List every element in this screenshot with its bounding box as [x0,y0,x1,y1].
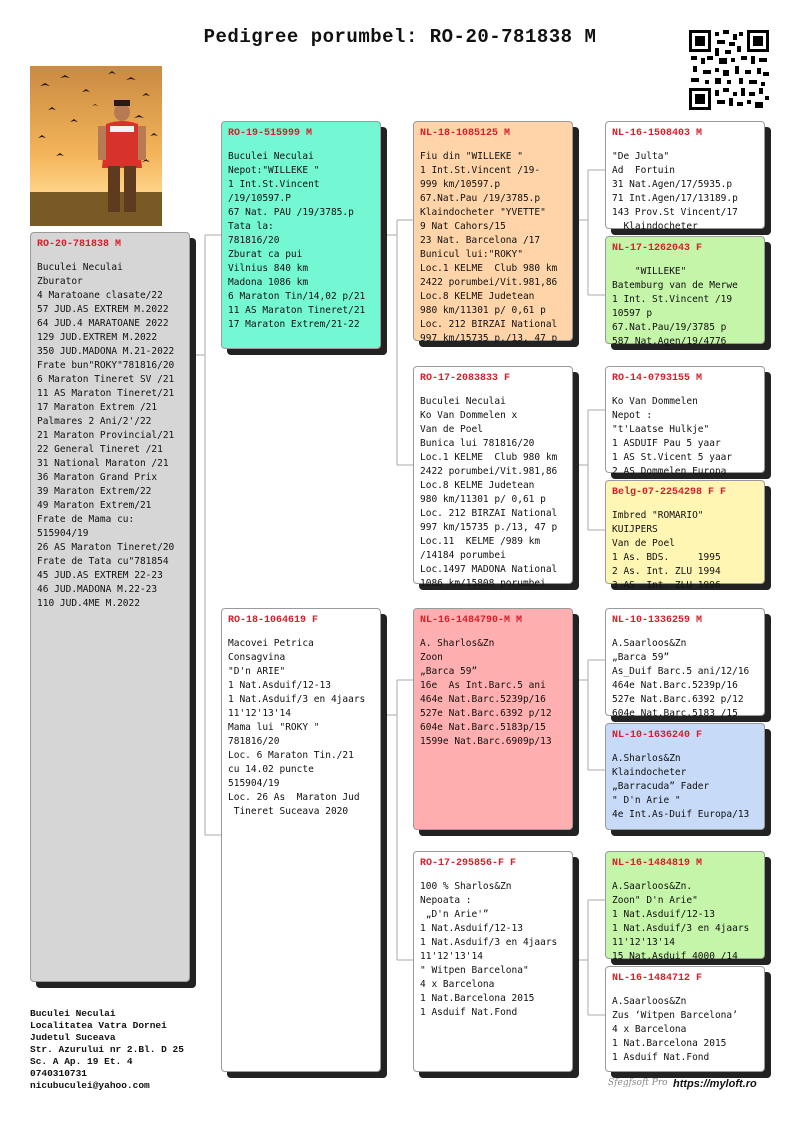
card-line: 1 Nat.Asduif/12-13 [420,923,523,934]
card-line: Frate bun"ROKY"781816/20 [37,360,175,371]
ring-id: NL-10-1636240 F [612,730,703,741]
card-line: 6 Maraton Tin/14,02 p/21 [228,291,366,302]
card-line: 10597 p [612,308,653,319]
card-line: As_Duif Barc.5 ani/12/16 [612,666,750,677]
card-line: „Barracuda” Fader [612,781,710,792]
owner-contact [30,1008,184,1092]
card-line: "D'n ARIE" [228,666,286,677]
card-line: Nepot:"WILLEKE " [228,165,320,176]
card-line: 1 Nat.Asduif/3 en 4jaars [228,694,366,705]
card-line: 1 Int. St.Vincent /19 [612,294,733,305]
ring-id: RO-17-295856-F F [420,858,517,869]
card-line: Tineret Suceava 2020 [228,806,349,817]
card-line: Imbred "ROMARIO" [612,510,704,521]
ring-id: NL-10-1336259 M [612,615,703,626]
card-line: A.Saarloos&Zn. [612,881,693,892]
card-line: 4 x Barcelona [612,1024,687,1035]
card-line: 17 Maraton Extrem/21-22 [228,319,360,330]
card-line: Loc. 212 BIRZAI National [420,319,558,330]
card-line: 143 Prov.St Vincent/17 [612,207,738,218]
card-ggp-7 [605,851,765,962]
card-line: Ko Van Dommelen [612,396,698,407]
card-line: 999 km/10597.p [420,179,501,190]
card-line: 100 % Sharlos&Zn [420,881,512,892]
card-line: Palmares 2 Ani/2'/22 [37,416,152,427]
card-line: Loc.11 KELME /989 km [420,536,541,547]
card-line: 129 JUD.EXTREM M.2022 [37,332,158,343]
card-line: 23 Nat. Barcelona /17 [420,235,541,246]
card-line: 11'12'13'14 [420,951,483,962]
card-line: KUIJPERS [612,524,658,535]
card-line: 49 Maraton Extrem/21 [37,500,152,511]
card-line: 71 Int.Agen/17/13189.p [612,193,738,204]
card-line: 31 Nat.Agen/17/5935.p [612,179,733,190]
card-line: 1 Nat.Asduif/12-13 [228,680,331,691]
card-ggp-1 [605,121,765,232]
card-ggp-2 [605,236,765,347]
website-link[interactable]: https://myloft.ro [673,1078,757,1090]
card-line: Klaindocheter [612,221,698,232]
card-line: /19/10597.P [228,193,291,204]
card-line: 604e Nat.Barc.5183 /15 [612,708,738,719]
card-line: 997 km/15735 p./13, 47 p [420,522,558,533]
contact-line: Sc. A Ap. 19 Et. 4 [30,1056,133,1067]
card-dam-sire [413,608,573,830]
card-line: Ko Van Dommelen x [420,410,518,421]
card-line: 16e As Int.Barc.5 ani [420,680,546,691]
card-line: 515904/19 [228,778,280,789]
card-sire-dam [413,366,573,589]
card-line: Madona 1086 km [228,277,309,288]
contact-line: Localitatea Vatra Dornei [30,1020,167,1031]
card-ggp-3 [605,366,765,477]
card-line: 464e Nat.Barc.5239p/16 [612,680,738,691]
contact-line: Str. Azurului nr 2.Bl. D 25 [30,1044,184,1055]
card-line: 781816/20 [228,235,280,246]
card-line: Buculei Neculai [228,151,314,162]
card-line: 350 JUD.MADONA M.21-2022 [37,346,175,357]
card-ggp-6 [605,723,765,830]
card-line: 21 Maraton Provincial/21 [37,430,175,441]
card-line: 11'12'13'14 [228,708,291,719]
card-line: Bunica lui 781816/20 [420,438,535,449]
card-line: 587 Nat.Agen/19/4776 [612,336,727,347]
card-line: Klaindocheter "YVETTE" [420,207,546,218]
card-line: Bunicul lui:"ROKY" [420,249,523,260]
card-line: „Barca 59” [420,666,478,677]
card-line: 11 AS Maraton Tineret/21 [37,388,175,399]
card-line: Loc.1 KELME Club 980 km [420,263,558,274]
card-line: 1086 km/15808 porumbei [420,578,546,589]
card-line: A.Saarloos&Zn [612,638,687,649]
card-line: 22 General Tineret /21 [37,444,163,455]
ring-id: NL-16-1508403 M [612,128,703,139]
card-line: Buculei Neculai [37,262,123,273]
card-line: Loc. 26 As Maraton Jud [228,792,360,803]
card-line: Zburat ca pui [228,249,303,260]
card-line: Tata la: [228,221,274,232]
card-line: Loc.8 KELME Judetean [420,480,535,491]
card-line: 2422 porumbei/Vit.981,86 [420,466,558,477]
card-line: 1 Int.St.Vincent /19- [420,165,541,176]
card-line: Frate de Mama cu: [37,514,135,525]
card-line: 36 Maraton Grand Prix [37,472,158,483]
card-line: Loc.8 KELME Judetean [420,291,535,302]
card-line: 1599e Nat.Barc.6909p/13 [420,736,552,747]
card-line: Nepoata : [420,895,472,906]
card-line: A.Sharlos&Zn [612,753,681,764]
card-line: 17 Maraton Extrem /21 [37,402,158,413]
ring-id: RO-17-2083833 F [420,373,511,384]
card-line: Consagvina [228,652,286,663]
ring-id: NL-16-1484790-M M [420,615,523,626]
card-line: Vilnius 840 km [228,263,309,274]
card-line: 464e Nat.Barc.5239p/16 [420,694,546,705]
card-line: 11 AS Maraton Tineret/21 [228,305,366,316]
card-line: 6 Maraton Tineret SV /21 [37,374,175,385]
ring-id: NL-18-1085125 M [420,128,511,139]
card-line: /14184 porumbei [420,550,506,561]
page-title: Pedigree porumbel: RO-20-781838 M [203,26,597,48]
card-line: 4e Int.As-Duif Europa/13 [612,809,750,820]
card-line: 67 Nat. PAU /19/3785.p [228,207,354,218]
card-line: " Witpen Barcelona" [420,965,529,976]
card-dam [221,608,381,1072]
card-line: 110 JUD.4ME M.2022 [37,598,140,609]
card-line: Macovei Petrica [228,638,314,649]
ring-id: Belg-07-2254298 F F [612,487,727,498]
card-line: 604e Nat.Barc.5183p/15 [420,722,546,733]
ring-id: RO-14-0793155 M [612,373,703,384]
card-line: Loc. 212 BIRZAI National [420,508,558,519]
card-line: Loc. 6 Maraton Tin./21 [228,750,354,761]
card-line: Loc.1 KELME Club 980 km [420,452,558,463]
software-signature: Sfegfsoft Pro [608,1078,668,1088]
card-line: A. Sharlos&Zn [420,638,495,649]
ring-id: NL-16-1484819 M [612,858,703,869]
card-line: " D'n Arie " [612,795,681,806]
card-line: 15 Nat.Asduif 4000 /14 [612,951,738,962]
card-line: 781816/20 [228,736,280,747]
card-line: 980 km/11301 p/ 0,61 p [420,494,546,505]
card-line: 997 km/15735 p./13, 47 p [420,333,558,344]
card-line: 26 AS Maraton Tineret/20 [37,542,175,553]
card-line: 64 JUD.4 MARATOANE 2022 [37,318,169,329]
card-sire-sire [413,121,573,344]
card-line: "t'Laatse Hulkje" [612,424,710,435]
card-line: Frate de Tata cu"781854 [37,556,169,567]
card-line: 1 Nat.Barcelona 2015 [420,993,535,1004]
card-line: 1 Nat.Asduif/3 en 4jaars [612,923,750,934]
card-line: Zoon" D'n Arie" [612,895,698,906]
contact-line: Judetul Suceava [30,1032,116,1043]
card-line: Zus ‘Witpen Barcelona’ [612,1010,738,1021]
card-line: 2 As. Int. ZLU 1994 [612,566,721,577]
card-line: "WILLEKE" [612,266,687,277]
card-line: 1 Asduif Nat.Fond [612,1052,710,1063]
card-ggp-8 [605,966,765,1072]
card-line: A.Saarloos&Zn [612,996,687,1007]
card-line: 980 km/11301 p/ 0,61 p [420,305,546,316]
card-line: 3 AS Int. ZLU 1996 [612,580,721,591]
card-line: cu 14.02 puncte [228,764,314,775]
card-line: Nepot : [612,410,653,421]
card-dam-dam [413,851,573,1072]
card-line: 1 Nat.Asduif/3 en 4jaars [420,937,558,948]
card-line: 2422 porumbei/Vit.981,86 [420,277,558,288]
card-line: Buculei Neculai [420,396,506,407]
card-subject [30,232,190,982]
card-line: 67.Nat.Pau/19/3785 p [612,322,727,333]
ring-id: NL-16-1484712 F [612,973,703,984]
card-line: „Barca 59” [612,652,670,663]
card-line: 1 AS St.Vicent 5 yaar [612,452,733,463]
card-line: 1 Nat.Asduif/12-13 [612,909,715,920]
contact-email: nicubuculei@yahoo.com [30,1080,150,1091]
card-line: 46 JUD.MADONA M.22-23 [37,584,158,595]
card-line: Klaindocheter [612,767,687,778]
card-line: Ad Fortuin [612,165,675,176]
card-line: 1 As. BDS. 1995 [612,552,721,563]
card-line: Batemburg van de Merwe [612,280,738,291]
card-line: Zoon [420,652,443,663]
ring-id: RO-19-515999 M [228,128,313,139]
card-line: 1 ASDUIF Pau 5 yaar [612,438,721,449]
card-line: 39 Maraton Extrem/22 [37,486,152,497]
card-line: 2 AS Dommelen Europa [612,466,727,477]
card-line: 1 Nat.Barcelona 2015 [612,1038,727,1049]
card-line: 515904/19 [37,528,89,539]
card-line: Zburator [37,276,83,287]
contact-line: 0740310731 [30,1068,88,1079]
card-line: 4 Maratoane clasate/22 [37,290,163,301]
ring-id: RO-20-781838 M [37,239,122,250]
card-line: 527e Nat.Barc.6392 p/12 [612,694,744,705]
card-line: "De Julta" [612,151,670,162]
card-line: 1 Asduif Nat.Fond [420,1007,518,1018]
card-line: Van de Poel [612,538,675,549]
ring-id: NL-17-1262043 F [612,243,703,254]
card-line: 31 National Maraton /21 [37,458,169,469]
card-line: „D'n Arie'” [420,909,489,920]
card-line: 11'12'13'14 [612,937,675,948]
card-line: 1 Int.St.Vincent [228,179,320,190]
card-ggp-4 [605,480,765,591]
card-line: 4 x Barcelona [420,979,495,990]
contact-line: Buculei Neculai [30,1008,116,1019]
ring-id: RO-18-1064619 F [228,615,319,626]
card-ggp-5 [605,608,765,719]
card-line: Van de Poel [420,424,483,435]
card-line: Fiu din "WILLEKE " [420,151,523,162]
card-line: 57 JUD.AS EXTREM M.2022 [37,304,169,315]
card-line: 9 Nat Cahors/15 [420,221,506,232]
card-sire [221,121,381,349]
card-line: 45 JUD.AS EXTREM 22-23 [37,570,163,581]
card-line: Mama lui "ROKY " [228,722,320,733]
card-line: 527e Nat.Barc.6392 p/12 [420,708,552,719]
card-line: 67.Nat.Pau /19/3785.p [420,193,541,204]
card-line: Loc.1497 MADONA National [420,564,558,575]
